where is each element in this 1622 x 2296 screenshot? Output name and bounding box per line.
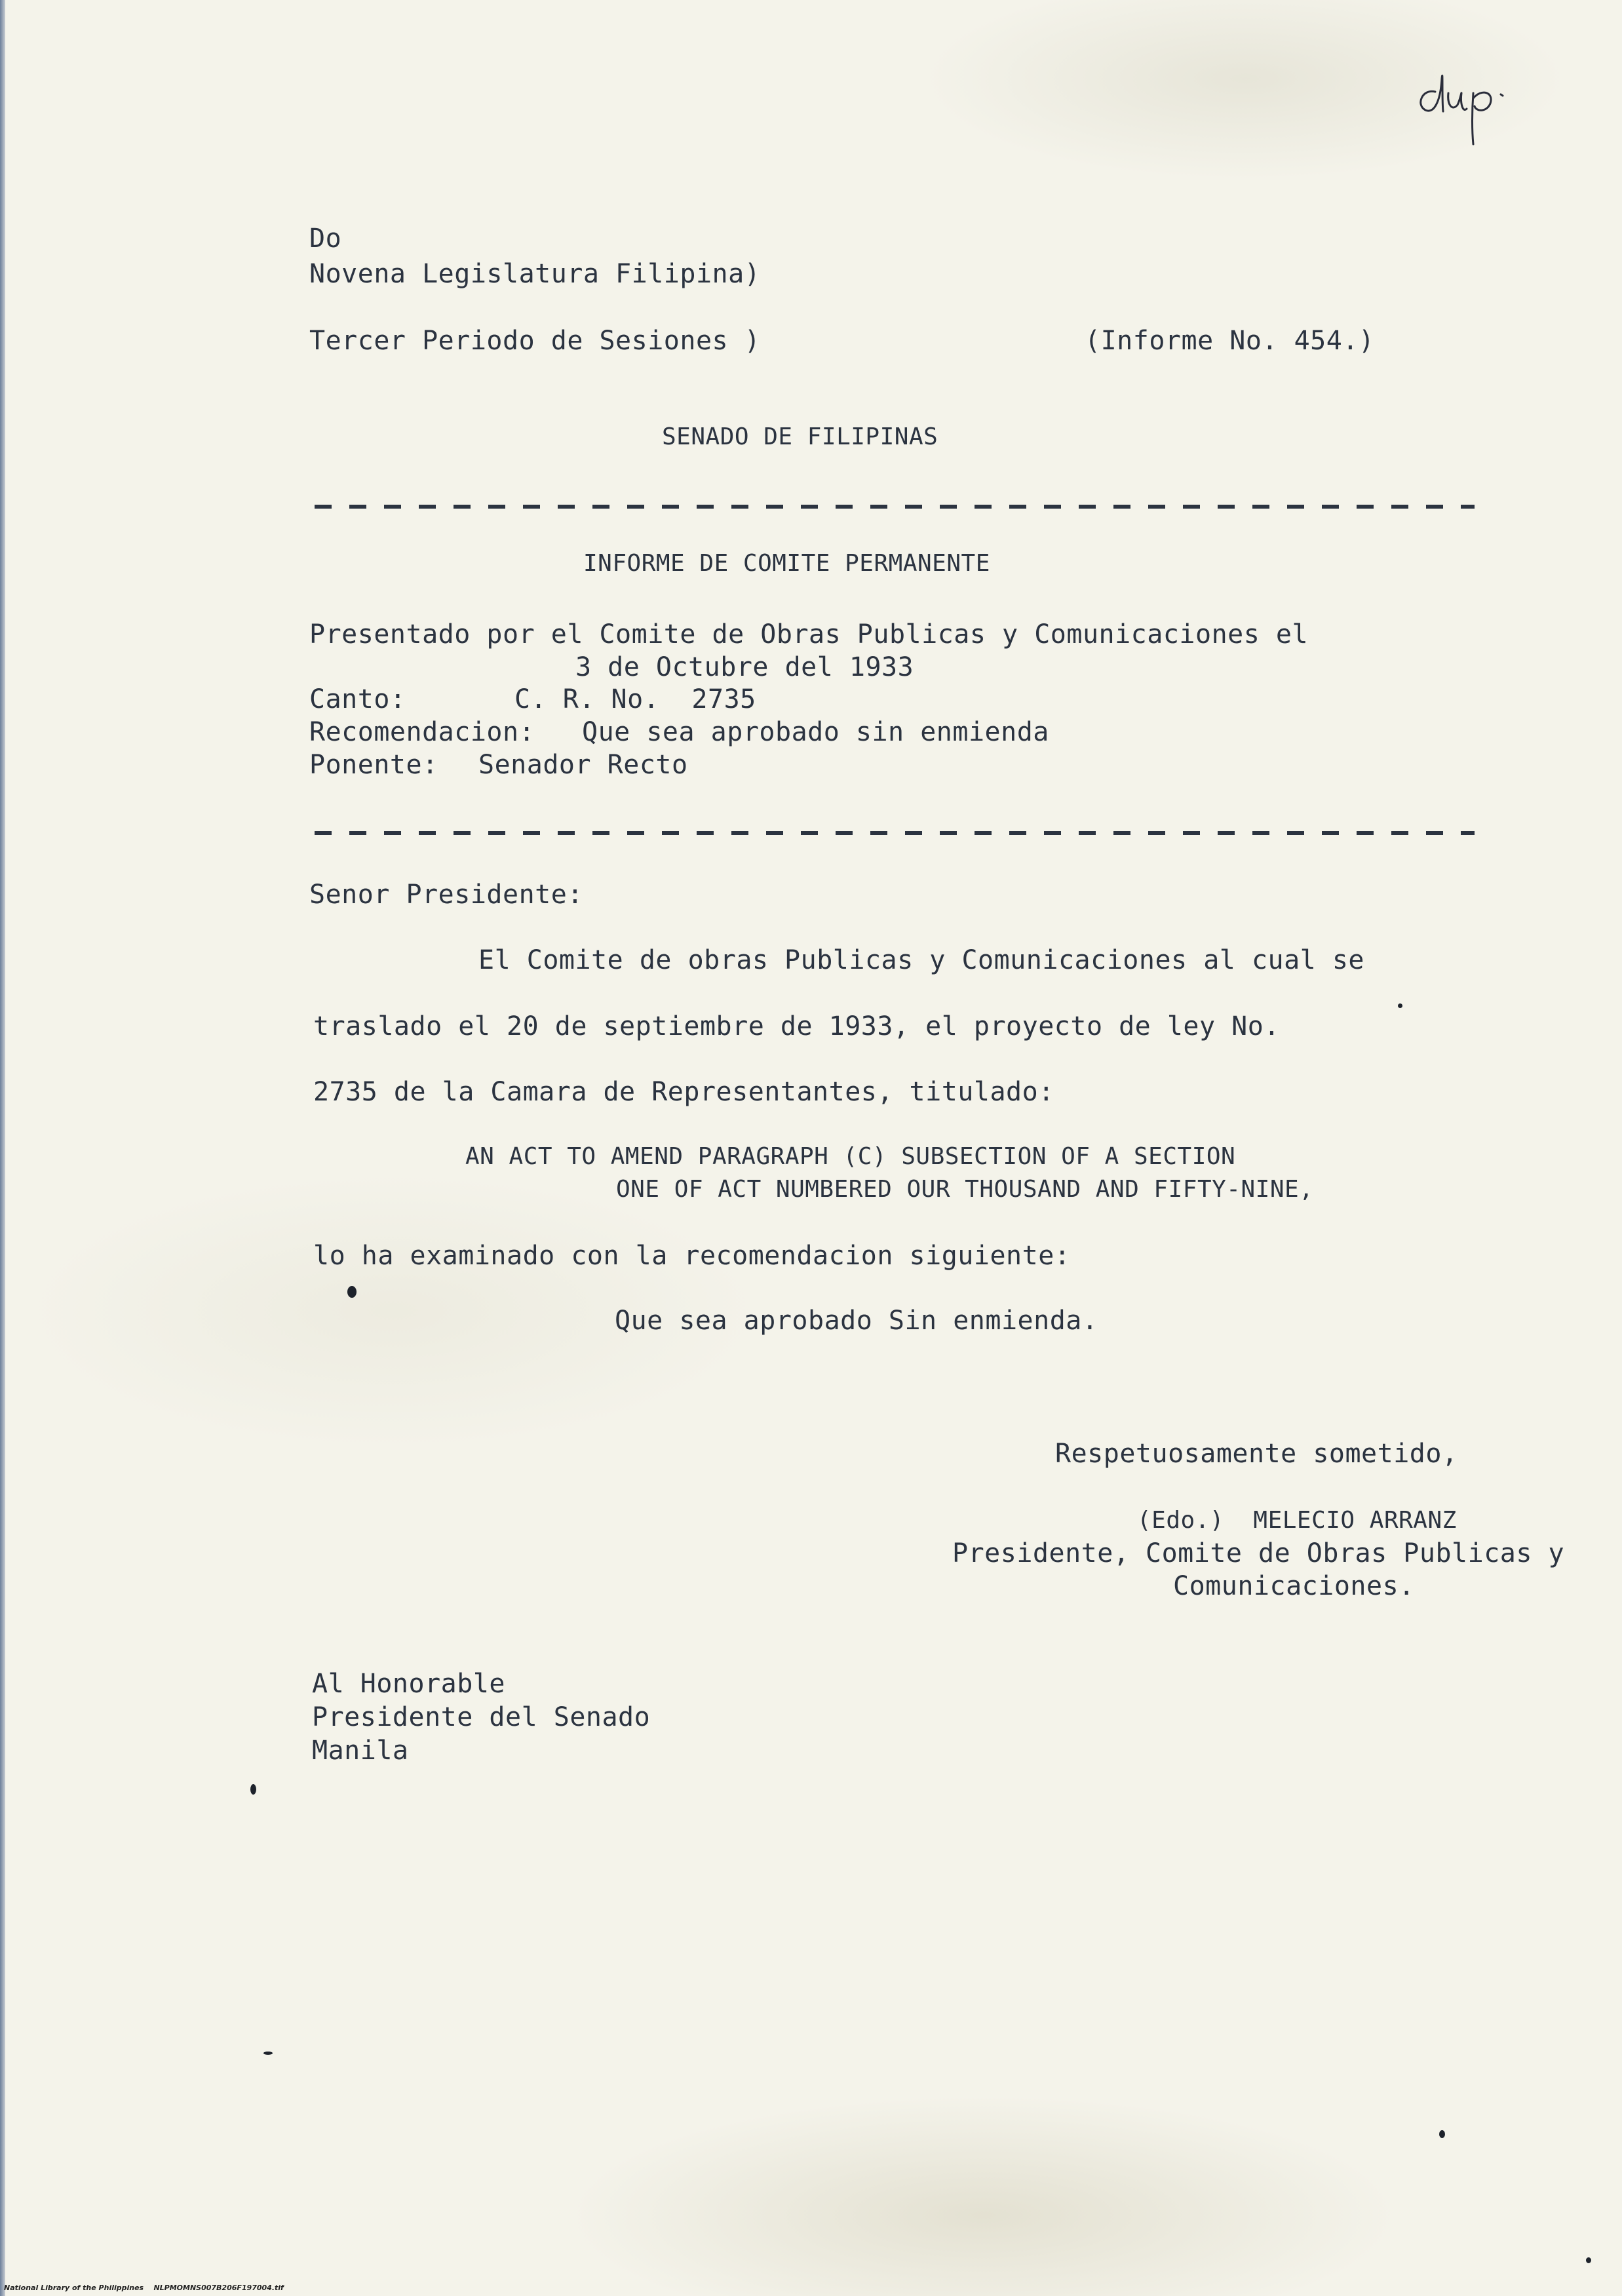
ink-speck xyxy=(1586,2257,1591,2263)
act-title-line2: ONE OF ACT NUMBERED OUR THOUSAND AND FIFTY-NINE, xyxy=(616,1176,1314,1203)
ink-speck xyxy=(1398,1003,1402,1008)
act-title-line1: AN ACT TO AMEND PARAGRAPH (C) SUBSECTION OF A SECTION xyxy=(465,1143,1236,1170)
addressee-line2: Presidente del Senado xyxy=(312,1702,651,1732)
body-paragraph-line3: 2735 de la Camara de Representantes, titulado: xyxy=(313,1077,1054,1107)
report-heading: INFORME DE COMITE PERMANENTE xyxy=(583,550,990,577)
ink-speck xyxy=(263,2052,273,2055)
presented-line1: Presentado por el Comite de Obras Publicas y Comunicaciones el xyxy=(309,619,1309,650)
closing-title-line1: Presidente, Comite de Obras Publicas y xyxy=(952,1538,1565,1568)
addressee-line3: Manila xyxy=(312,1736,409,1766)
sponsor-label: Ponente: xyxy=(309,750,438,780)
ink-speck xyxy=(1439,2130,1445,2138)
recommendation-label: Recomendacion: xyxy=(309,717,535,747)
canto-label: Canto: xyxy=(309,684,406,714)
header-session: Tercer Periodo de Sesiones ) xyxy=(309,326,761,356)
dashed-divider-top xyxy=(315,505,1475,509)
sponsor-value: Senador Recto xyxy=(478,750,688,780)
examined-line: lo ha examinado con la recomendacion siguiente: xyxy=(313,1241,1071,1271)
library-credit: National Library of the Philippines xyxy=(4,2284,144,2292)
ink-speck xyxy=(250,1784,256,1795)
closing-signature: (Edo.) MELECIO ARRANZ xyxy=(1137,1507,1457,1534)
file-id: NLPMOMNS007B206F197004.tif xyxy=(153,2284,284,2292)
final-recommendation: Que sea aprobado Sin enmienda. xyxy=(615,1306,1098,1336)
closing-regards: Respetuosamente sometido, xyxy=(1055,1439,1458,1469)
scan-footer xyxy=(4,2284,284,2292)
recommendation-value: Que sea aprobado sin enmienda xyxy=(582,717,1049,747)
salutation: Senor Presidente: xyxy=(309,880,583,910)
dashed-divider-bottom xyxy=(315,831,1475,835)
canto-value: C. R. No. 2735 xyxy=(514,684,756,714)
presented-date: 3 de Octubre del 1933 xyxy=(575,652,914,682)
scan-edge xyxy=(0,0,5,2296)
header-do: Do xyxy=(309,224,342,254)
closing-title-line2: Comunicaciones. xyxy=(1173,1571,1415,1601)
report-number: (Informe No. 454.) xyxy=(1085,326,1375,356)
senate-title: SENADO DE FILIPINAS xyxy=(662,423,938,450)
handwritten-note-dup xyxy=(1409,52,1527,151)
body-paragraph-line1: El Comite de obras Publicas y Comunicaciones al cual se xyxy=(478,945,1365,975)
ink-speck xyxy=(347,1286,357,1298)
body-paragraph-line2: traslado el 20 de septiembre de 1933, el proyecto de ley No. xyxy=(313,1011,1280,1041)
addressee-line1: Al Honorable xyxy=(312,1669,505,1699)
header-legislature: Novena Legislatura Filipina) xyxy=(309,259,761,289)
